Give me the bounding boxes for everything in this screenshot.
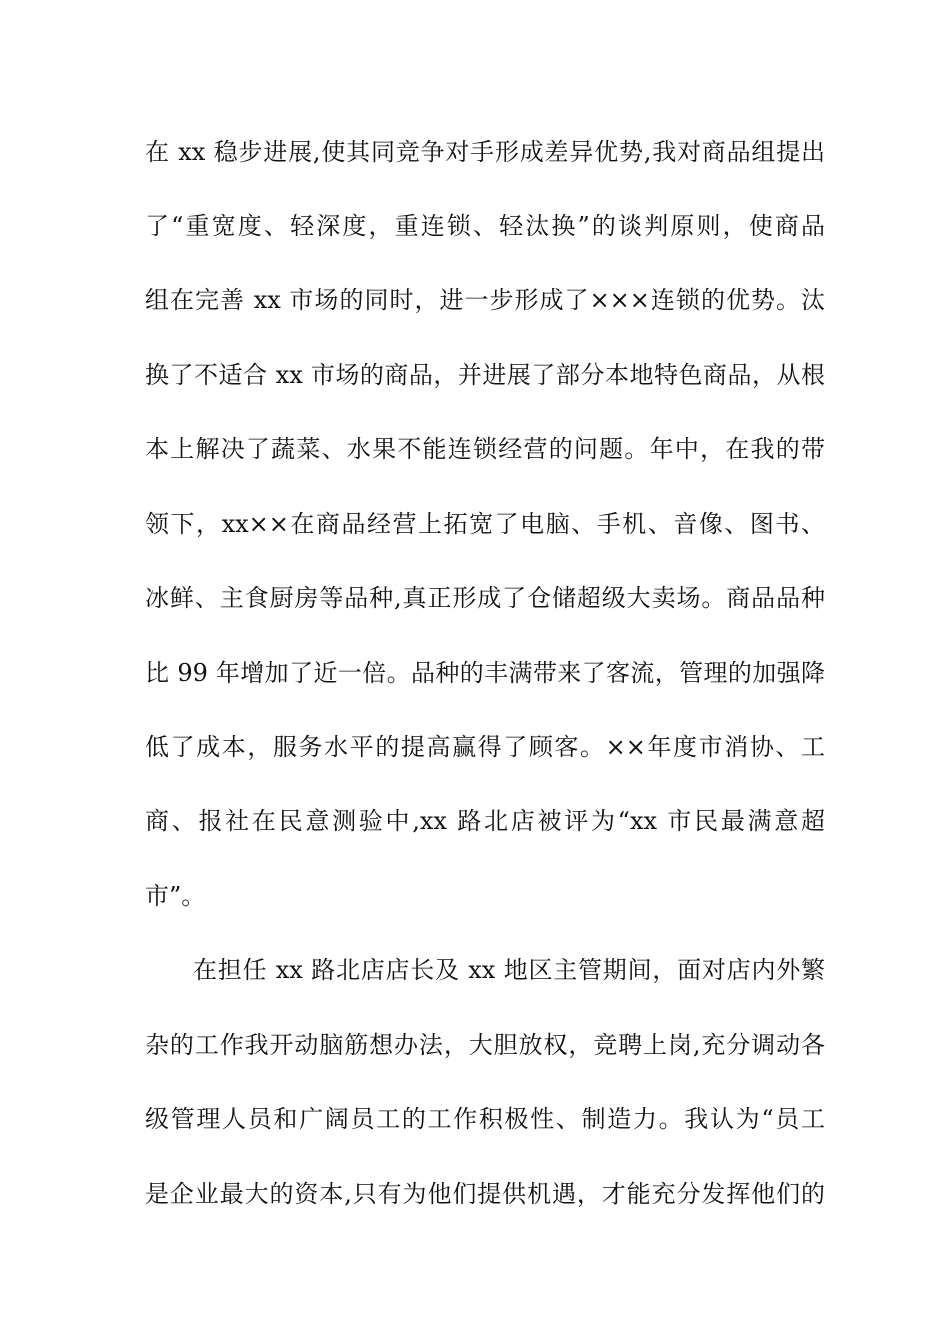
text-line: 比 99 年增加了近一倍。品种的丰满带来了客流，管理的加强降	[145, 659, 825, 687]
text-line: 本上解决了蔬菜、水果不能连锁经营的问题。年中，在我的带	[145, 435, 825, 463]
text-line: 是企业最大的资本,只有为他们提供机遇，才能充分发挥他们的	[145, 1180, 825, 1208]
text-line: 冰鲜、主食厨房等品种,真正形成了仓储超级大卖场。商品品种	[145, 584, 825, 612]
text-line: 了“重宽度、轻深度，重连锁、轻汰换”的谈判原则，使商品	[145, 212, 825, 240]
text-line: 级管理人员和广阔员工的工作积极性、制造力。我认为“员工	[145, 1105, 825, 1133]
text-line: 市”。	[145, 882, 206, 910]
text-line: 组在完善 xx 市场的同时，进一步形成了×××连锁的优势。汰	[145, 286, 825, 314]
text-line: 在 xx 稳步进展,使其同竞争对手形成差异优势,我对商品组提出	[145, 138, 825, 166]
text-line: 杂的工作我开动脑筋想办法，大胆放权，竞聘上岗,充分调动各	[145, 1031, 825, 1059]
text-line: 领下，xx××在商品经营上拓宽了电脑、手机、音像、图书、	[145, 510, 825, 538]
text-line: 低了成本，服务水平的提高赢得了顾客。××年度市消协、工	[145, 733, 825, 761]
text-line: 商、报社在民意测验中,xx 路北店被评为“xx 市民最满意超	[145, 807, 825, 835]
text-line: 换了不适合 xx 市场的商品，并进展了部分本地特色商品，从根	[145, 361, 825, 389]
text-line: 在担任 xx 路北店店长及 xx 地区主管期间，面对店内外繁	[193, 956, 825, 984]
